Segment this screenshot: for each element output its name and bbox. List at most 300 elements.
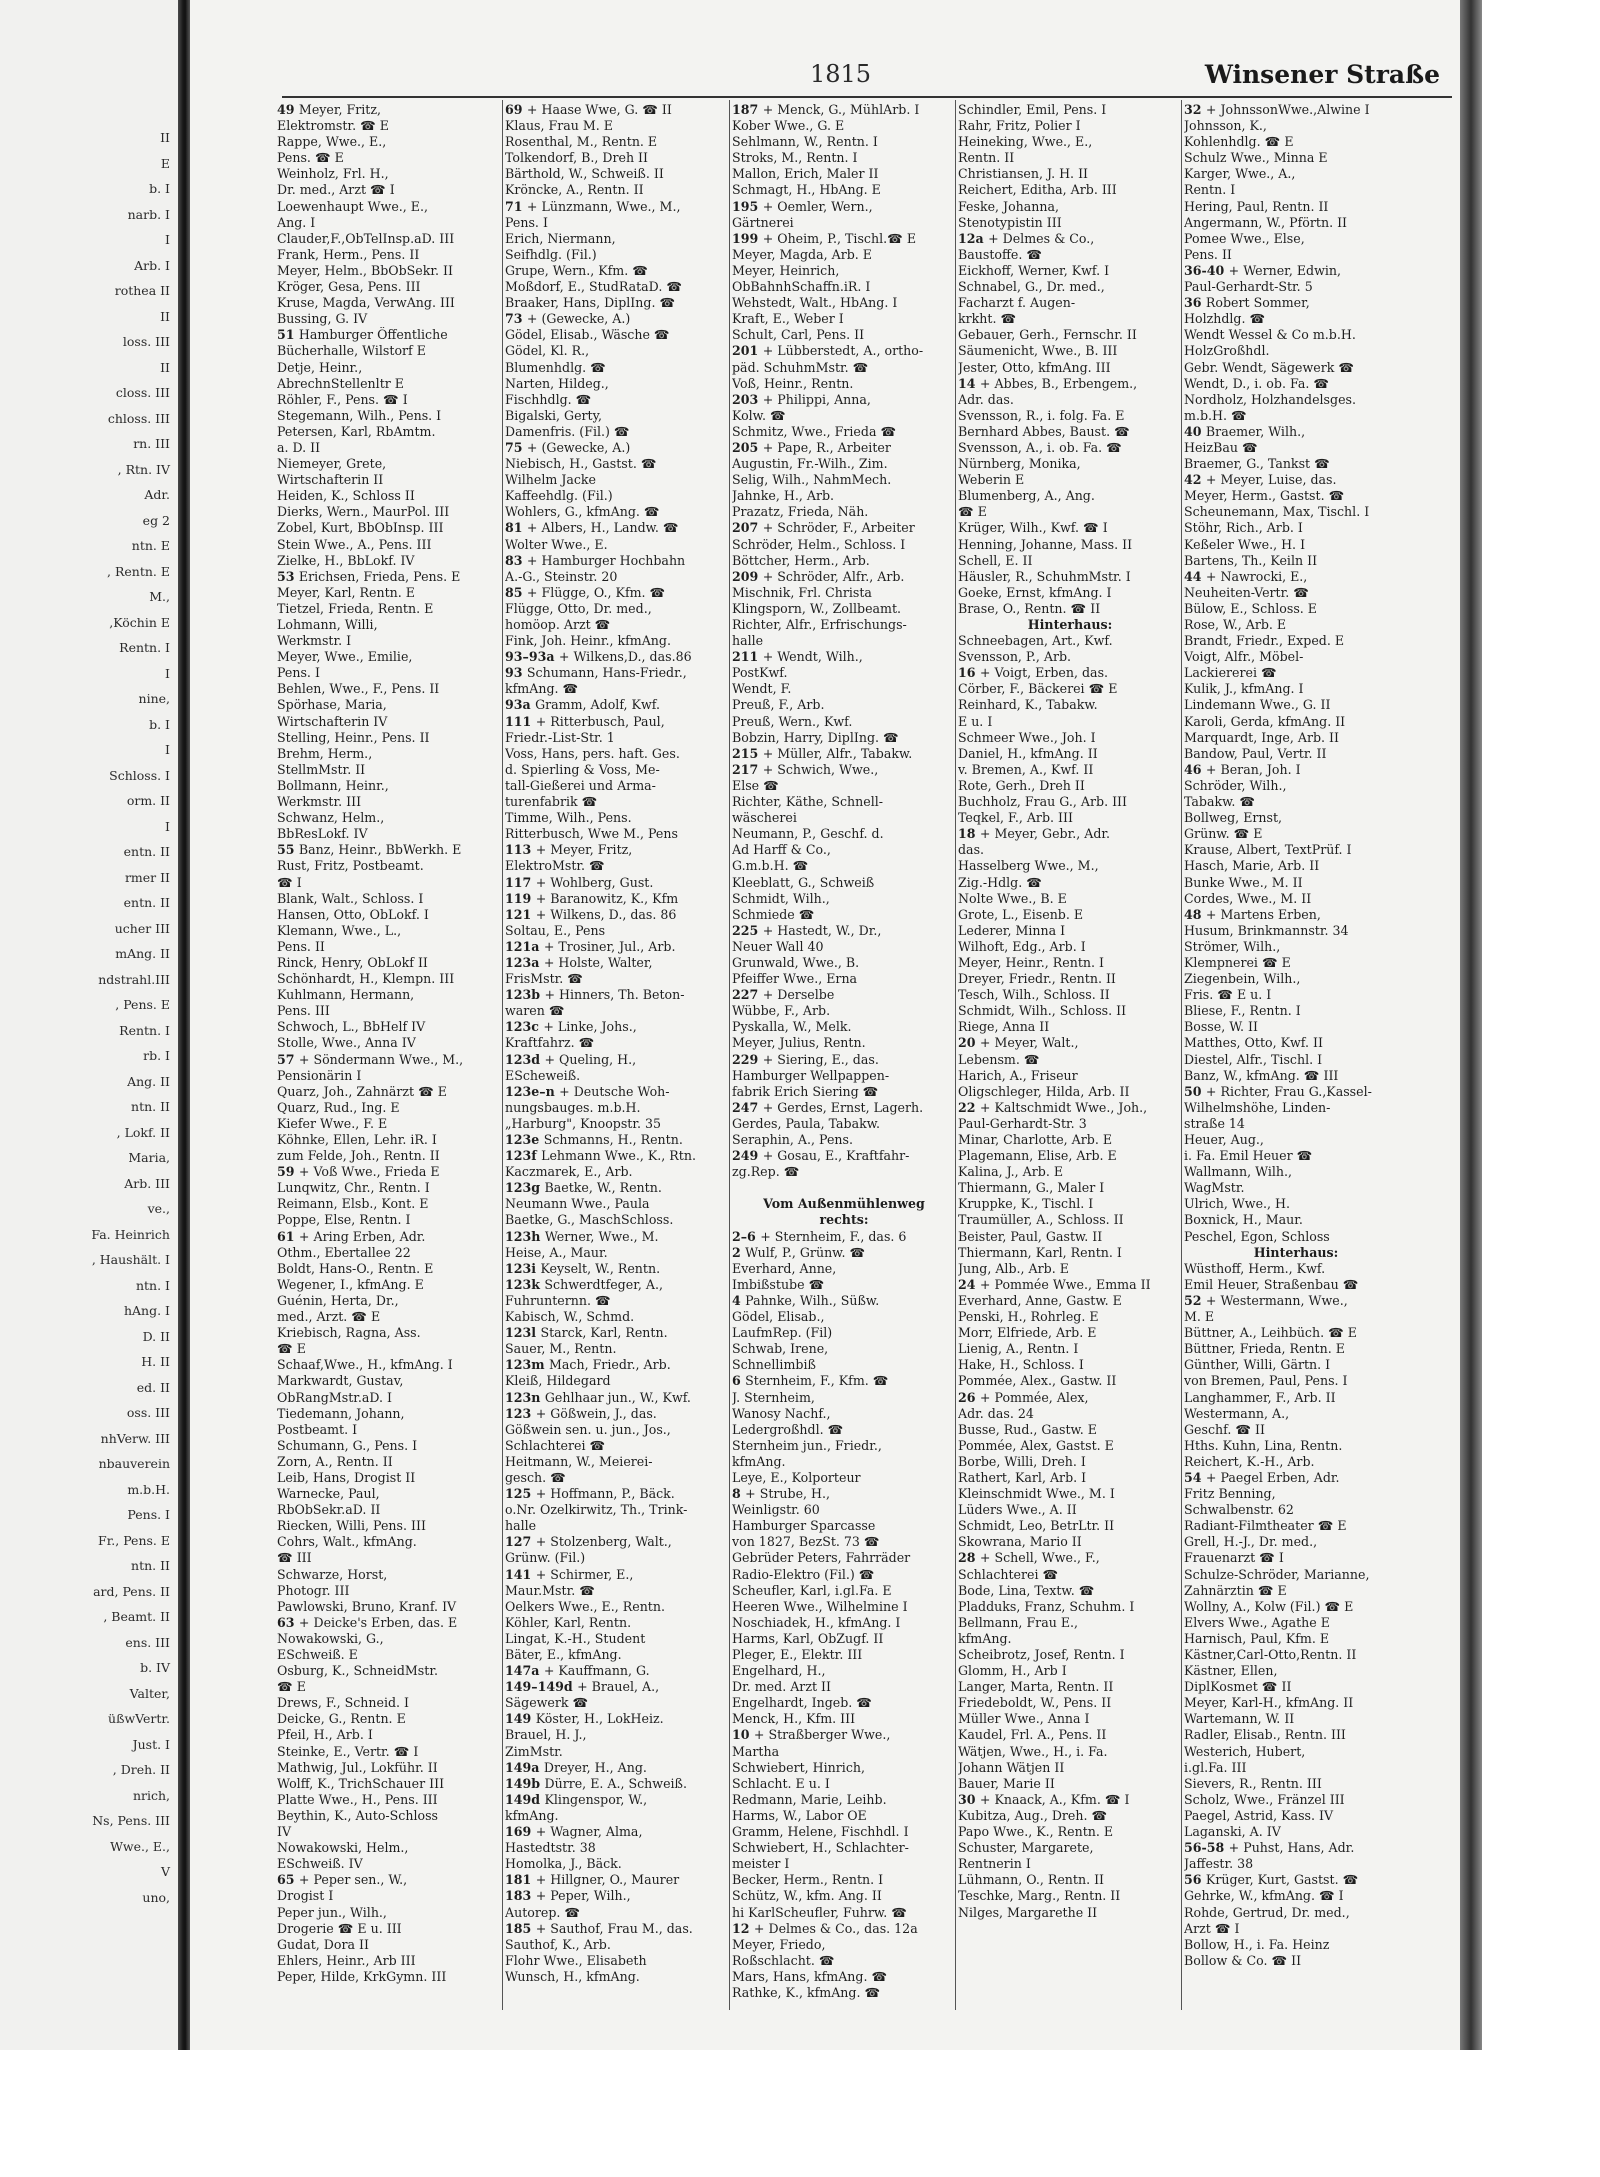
directory-entry: Klaus, Frau M. E	[505, 118, 614, 134]
directory-entry: Radler, Elisab., Rentn. III	[1184, 1727, 1346, 1743]
directory-entry: Weinholz, Frl. H.,	[277, 166, 389, 182]
directory-entry: Tiedemann, Johann,	[277, 1405, 405, 1421]
directory-entry: Voss, Hans, pers. haft. Ges.	[505, 745, 680, 761]
directory-entry: Nordholz, Holzhandelsges.	[1184, 391, 1356, 407]
directory-entry: Bernhard Abbes, Baust. ☎	[958, 423, 1130, 439]
directory-entry: Husum, Brinkmannstr. 34	[1184, 922, 1349, 938]
directory-entry: Tolkendorf, B., Dreh II	[505, 150, 649, 166]
directory-entry: Traumüller, A., Schloss. II	[958, 1212, 1124, 1228]
directory-entry: Feske, Johanna,	[958, 198, 1060, 214]
prev-page-line: nine,	[138, 691, 170, 706]
directory-entry: Blumenhdlg. ☎	[505, 359, 606, 375]
directory-entry: 185 + Sauthof, Frau M., das.	[505, 1920, 693, 1936]
directory-entry: Nolte Wwe., B. E	[958, 890, 1067, 906]
directory-entry: Wartemann, W. II	[1184, 1711, 1295, 1727]
directory-entry: Gößwein sen. u. jun., Jos.,	[505, 1421, 671, 1437]
directory-entry: 203 + Philippi, Anna,	[732, 391, 871, 407]
prev-page-line: üßwVertr.	[108, 1711, 170, 1726]
directory-entry: 52 + Westermann, Wwe.,	[1184, 1292, 1348, 1308]
directory-entry: 123i Keyselt, W., Rentn.	[505, 1260, 661, 1276]
directory-entry: Stein Wwe., A., Pens. III	[277, 536, 432, 552]
directory-entry: Harms, Karl, ObZugf. II	[732, 1630, 884, 1646]
directory-entry: Penski, H., Rohrleg. E	[958, 1309, 1099, 1325]
directory-entry: Schütz, W., kfm. Ang. II	[732, 1888, 882, 1904]
directory-entry: Bigalski, Gerty,	[505, 407, 603, 423]
directory-entry: Krause, Albert, TextPrüf. I	[1184, 842, 1352, 858]
directory-entry: Jaffestr. 38	[1184, 1856, 1254, 1872]
directory-entry: Banz, W., kfmAng. ☎ III	[1184, 1067, 1339, 1083]
directory-entry: Pens. I	[505, 214, 548, 230]
directory-entry: ESchweiß. IV	[277, 1856, 363, 1872]
directory-entry: Dreyer, Friedr., Rentn. II	[958, 971, 1116, 987]
directory-entry: Damenfris. (Fil.) ☎	[505, 423, 630, 439]
directory-entry: Kober Wwe., G. E	[732, 118, 845, 134]
directory-entry: 183 + Peper, Wilh.,	[505, 1888, 631, 1904]
directory-entry: Röhler, F., Pens. ☎ I	[277, 391, 408, 407]
directory-entry: Bellmann, Frau E.,	[958, 1614, 1079, 1630]
directory-entry: Pyskalla, W., Melk.	[732, 1019, 852, 1035]
directory-entry: Stolle, Wwe., Anna IV	[277, 1035, 416, 1051]
directory-entry: rechts:	[819, 1212, 869, 1228]
directory-entry: 12a + Delmes & Co.,	[958, 230, 1095, 246]
directory-entry: 36 Robert Sommer,	[1184, 295, 1310, 311]
prev-page-line: II	[160, 359, 170, 375]
prev-page-line: , Rtn. IV	[117, 461, 170, 477]
directory-entry: Schwab, Irene,	[732, 1341, 829, 1357]
prev-page-line: oss. III	[126, 1405, 170, 1420]
directory-entry: 48 + Martens Erben,	[1184, 906, 1321, 922]
directory-entry: Gebauer, Gerh., Fernschr. II	[958, 327, 1137, 343]
directory-entry: Neumann Wwe., Paula	[505, 1196, 650, 1212]
directory-entry: Engelhard, H.,	[732, 1663, 826, 1679]
directory-entry: Lohmann, Willi,	[277, 617, 378, 632]
prev-page-line: ntn. E	[131, 538, 170, 553]
directory-entry: Günther, Willi, Gärtn. I	[1184, 1357, 1331, 1373]
directory-entry: Meyer, Julius, Rentn.	[732, 1035, 866, 1051]
directory-entry: Wehstedt, Walt., HbAng. I	[732, 295, 898, 311]
directory-entry: Martha	[732, 1743, 780, 1759]
directory-entry: Kraftfahrz. ☎	[505, 1035, 595, 1051]
directory-entry: Rentn. I	[1184, 182, 1236, 198]
directory-entry: Roßschlacht. ☎	[732, 1952, 835, 1968]
directory-entry: Wilhoft, Edg., Arb. I	[958, 938, 1086, 954]
directory-entry: Bandow, Paul, Vertr. II	[1184, 745, 1327, 761]
directory-entry: Hasselberg Wwe., M.,	[958, 858, 1099, 874]
directory-entry: Bunke Wwe., M. II	[1184, 874, 1303, 890]
directory-entry: 28 + Schell, Wwe., F.,	[958, 1550, 1100, 1566]
prev-page-line: Adr.	[144, 487, 170, 502]
directory-entry: 59 + Voß Wwe., Frieda E	[277, 1164, 440, 1180]
prev-page-line: II	[160, 308, 170, 324]
directory-entry: Seifhdlg. (Fil.)	[505, 246, 597, 262]
directory-entry: 75 + (Gewecke, A.)	[505, 439, 631, 455]
directory-entry: Kuhlmann, Hermann,	[277, 987, 415, 1003]
directory-entry: 121 + Wilkens, D., das. 86	[505, 906, 677, 922]
directory-entry: Thiermann, G., Maler I	[958, 1180, 1105, 1196]
directory-entry: Kleeblatt, G., Schweiß	[732, 874, 875, 890]
directory-entry: Köhler, Karl, Rentn.	[505, 1614, 632, 1630]
directory-entry: Neuheiten-Vertr. ☎	[1184, 584, 1309, 600]
directory-entry: 207 + Schröder, F., Arbeiter	[732, 520, 915, 536]
directory-entry: Christiansen, J. H. II	[958, 166, 1089, 182]
directory-entry: Friedeboldt, W., Pens. II	[958, 1695, 1112, 1711]
directory-entry: Ulrich, Wwe., H.	[1184, 1196, 1291, 1212]
directory-entry: Niemeyer, Grete,	[277, 456, 387, 472]
directory-entry: Gerdes, Paula, Tabakw.	[732, 1115, 881, 1131]
directory-entry: Goeke, Ernst, kfmAng. I	[958, 584, 1112, 600]
directory-entry: 50 + Richter, Frau G.,Kassel-	[1184, 1083, 1372, 1099]
directory-entry: Heise, A., Maur.	[505, 1244, 608, 1260]
directory-entry: Maur.Mstr. ☎	[505, 1582, 595, 1598]
prev-page-line: eg 2	[142, 512, 170, 528]
directory-entry: gesch. ☎	[505, 1469, 566, 1485]
directory-entry: Gödel, Kl. R.,	[505, 343, 590, 359]
directory-entry: Wüsthoff, Herm., Kwf.	[1184, 1260, 1326, 1276]
directory-entry: 211 + Wendt, Wilh.,	[732, 649, 863, 665]
directory-entry: Langhammer, F., Arb. II	[1184, 1389, 1336, 1405]
directory-entry: Arzt ☎ I	[1184, 1920, 1240, 1936]
directory-entry: Grünw. ☎ E	[1184, 826, 1263, 842]
directory-entry: Pfeiffer Wwe., Erna	[732, 971, 858, 987]
directory-entry: kfmAng.	[732, 1453, 786, 1469]
directory-entry: Schmeer Wwe., Joh. I	[958, 729, 1096, 745]
directory-entry: Gramm, Helene, Fischhdl. I	[732, 1824, 909, 1840]
directory-entry: 249 + Gosau, E., Kraftfahr-	[732, 1148, 910, 1164]
directory-entry: o.Nr. Ozelkirwitz, Th., Trink-	[505, 1502, 688, 1518]
directory-entry: HeizBau ☎	[1184, 439, 1258, 455]
directory-entry: Pomee Wwe., Else,	[1184, 230, 1305, 246]
directory-entry: Moßdorf, E., StudRataD. ☎	[505, 279, 683, 295]
directory-entry: 123d + Queling, H.,	[505, 1051, 637, 1067]
directory-entry: Henning, Johanne, Mass. II	[958, 536, 1133, 552]
directory-entry: Gärtnerei	[732, 214, 794, 230]
directory-entry: 123f Lehmann Wwe., K., Rtn.	[505, 1148, 696, 1164]
directory-entry: Rosenthal, M., Rentn. E	[505, 134, 658, 150]
directory-entry: Eickhoff, Werner, Kwf. I	[958, 262, 1110, 278]
directory-entry: 56-58 + Puhst, Hans, Adr.	[1184, 1840, 1355, 1856]
directory-entry: Augustin, Fr.-Wilh., Zim.	[732, 456, 888, 472]
directory-entry: Tesch, Wilh., Schloss. II	[958, 987, 1110, 1003]
directory-entry: Wolff, K., TrichSchauer III	[277, 1775, 445, 1791]
directory-entry: Photogr. III	[277, 1582, 350, 1598]
directory-entry: Keßeler Wwe., H. I	[1184, 536, 1306, 552]
directory-entry: Schlachterei ☎	[958, 1566, 1059, 1582]
directory-entry: Schlacht. E u. I	[732, 1775, 830, 1791]
directory-entry: Glomm, H., Arb I	[958, 1663, 1067, 1679]
prev-page-line: ard, Pens. II	[93, 1583, 170, 1599]
directory-entry: Teqkel, F., Arb. III	[958, 810, 1073, 826]
directory-entry: Oelkers Wwe., E., Rentn.	[505, 1598, 665, 1614]
directory-entry: Schwanz, Helm.,	[277, 810, 385, 826]
directory-entry: Zielke, H., BbLokf. IV	[277, 552, 415, 568]
directory-entry: Richter, Käthe, Schnell-	[732, 794, 884, 810]
directory-entry: Schnellimbiß	[732, 1357, 816, 1373]
directory-entry: 85 + Flügge, O., Kfm. ☎	[505, 584, 666, 600]
directory-entry: 30 + Knaack, A., Kfm. ☎ I	[958, 1791, 1130, 1807]
prev-page-line: ens. III	[125, 1634, 170, 1650]
prev-page-line: mAng. II	[115, 946, 170, 961]
directory-entry: Bussing, G. IV	[277, 311, 368, 327]
directory-entry: Holzhdlg. ☎	[1184, 311, 1266, 327]
directory-entry: 123a + Holste, Walter,	[505, 954, 653, 970]
directory-entry: Flohr Wwe., Elisabeth	[505, 1952, 647, 1968]
directory-entry: Niebisch, H., Gastst. ☎	[505, 456, 657, 472]
directory-entry: Thiermann, Karl, Rentn. I	[958, 1244, 1122, 1260]
directory-entry: krkht. ☎	[958, 311, 1017, 327]
directory-entry: 123c + Linke, Johs.,	[505, 1019, 637, 1035]
directory-entry: Bücherhalle, Wilstorf E	[277, 343, 426, 359]
directory-entry: Gehrke, W., kfmAng. ☎ I	[1184, 1888, 1344, 1904]
directory-entry: Schulz Wwe., Minna E	[1184, 150, 1328, 166]
directory-entry: Häusler, R., SchuhmMstr. I	[958, 568, 1131, 584]
directory-entry: Wollny, A., Kolw (Fil.) ☎ E	[1184, 1598, 1354, 1614]
directory-entry: Quarz, Joh., Zahnärzt ☎ E	[277, 1083, 447, 1099]
directory-entry: Leib, Hans, Drogist II	[277, 1469, 416, 1485]
directory-entry: Pens. II	[277, 938, 325, 954]
directory-entry: LaufmRep. (Fil)	[732, 1325, 833, 1341]
column-5	[1184, 102, 1408, 1969]
prev-page-line: Arb. III	[124, 1175, 170, 1191]
directory-entry: Hering, Paul, Rentn. II	[1184, 198, 1329, 214]
directory-entry: Mallon, Erich, Maler II	[732, 166, 879, 182]
directory-entry: Kabisch, W., Schmd.	[505, 1309, 635, 1325]
directory-entry: Meyer, Wwe., Emilie,	[277, 649, 413, 665]
prev-page-line: Just. I	[132, 1736, 170, 1752]
prev-page-line: rn. III	[133, 436, 170, 451]
directory-entry: Cordes, Wwe., M. II	[1184, 890, 1312, 906]
directory-entry: Westerich, Hubert,	[1184, 1743, 1306, 1759]
directory-entry: Kriebisch, Ragna, Ass.	[277, 1325, 421, 1341]
directory-entry: Büttner, Frieda, Rentn. E	[1184, 1341, 1345, 1357]
directory-entry: Meyer, Heinr., Rentn. I	[958, 954, 1104, 970]
directory-entry: Elektromstr. ☎ E	[277, 118, 389, 134]
directory-entry: m.b.H. ☎	[1184, 407, 1247, 423]
prev-page-line: nrich,	[132, 1787, 170, 1803]
column-2	[505, 102, 729, 1985]
directory-entry: halle	[732, 633, 764, 649]
directory-entry: homöop. Arzt ☎	[505, 617, 611, 632]
directory-entry: zum Felde, Joh., Rentn. II	[277, 1148, 440, 1164]
directory-entry: Nowakowski, Helm.,	[277, 1840, 409, 1856]
directory-entry: 147a + Kauffmann, G.	[505, 1663, 650, 1679]
prev-page-line: entn. II	[123, 844, 170, 859]
directory-entry: Drews, F., Schneid. I	[277, 1695, 410, 1711]
directory-entry: Wilhelmshöhe, Linden-	[1184, 1099, 1331, 1115]
directory-entry: Wanosy Nachf.,	[732, 1405, 831, 1421]
directory-entry: Spörhase, Maria,	[277, 697, 387, 713]
directory-entry: Stegemann, Wilh., Pens. I	[277, 407, 442, 423]
prev-page-line: Fr., Pens. E	[98, 1532, 170, 1548]
directory-entry: 205 + Pape, R., Arbeiter	[732, 439, 891, 455]
directory-entry: Pens. II	[1184, 246, 1232, 262]
directory-entry: J. Sternheim,	[732, 1389, 815, 1405]
directory-entry: 123n Gehlhaar jun., W., Kwf.	[505, 1389, 691, 1405]
directory-entry: Ad Harff & Co.,	[732, 842, 831, 858]
directory-entry: Mars, Hans, kfmAng. ☎	[732, 1968, 888, 1984]
prev-page-line: uno,	[142, 1889, 170, 1905]
directory-entry: Krüger, Wilh., Kwf. ☎ I	[958, 520, 1108, 536]
directory-entry: 195 + Oemler, Wern.,	[732, 198, 873, 214]
directory-entry: Pens. ☎ E	[277, 150, 344, 166]
directory-entry: 123k Schwerdtfeger, A.,	[505, 1276, 663, 1292]
directory-entry: Morr, Elfriede, Arb. E	[958, 1325, 1097, 1341]
directory-entry: Svensson, P., Arb.	[958, 649, 1072, 665]
directory-entry: Zobel, Kurt, BbObInsp. III	[277, 520, 444, 536]
directory-entry: Peschel, Egon, Schloss	[1184, 1228, 1330, 1244]
directory-entry: Wunsch, H., kfmAng.	[505, 1968, 640, 1984]
directory-entry: Daniel, H., kfmAng. II	[958, 745, 1098, 761]
directory-entry: 69 + Haase Wwe, G. ☎ II	[505, 102, 672, 117]
directory-entry: Plagemann, Elise, Arb. E	[958, 1148, 1117, 1164]
directory-entry: 141 + Schirmer, E.,	[505, 1566, 634, 1582]
directory-entry: 24 + Pommée Wwe., Emma II	[958, 1276, 1151, 1292]
directory-entry: Pommée, Alex., Gastw. II	[958, 1373, 1117, 1389]
directory-entry: Laganski, A. IV	[1184, 1824, 1281, 1840]
directory-entry: 54 + Paegel Erben, Adr.	[1184, 1469, 1340, 1485]
directory-entry: 56 Krüger, Kurt, Gastst. ☎	[1184, 1872, 1359, 1888]
directory-entry: Othm., Ebertallee 22	[277, 1244, 411, 1260]
directory-entry: Meyer, Magda, Arb. E	[732, 246, 872, 262]
directory-entry: Bollmann, Heinr.,	[277, 777, 389, 793]
directory-entry: Clauder,F.,ObTelInsp.aD. III	[277, 230, 455, 246]
street-title: Winsener Straße	[1204, 60, 1440, 89]
directory-entry: Tabakw. ☎	[1184, 794, 1256, 810]
directory-entry: Grupe, Wern., Kfm. ☎	[505, 262, 648, 278]
prev-page-line: rb. I	[143, 1048, 170, 1063]
directory-entry: Gebrüder Peters, Fahrräder	[732, 1550, 911, 1566]
directory-entry: Reinhard, K., Tabakw.	[958, 697, 1098, 713]
prev-page-line: , Rentn. E	[107, 563, 170, 579]
directory-entry: Weinligstr. 60	[732, 1502, 820, 1518]
directory-entry: Pleger, E., Elektr. III	[732, 1647, 863, 1662]
directory-entry: Karger, Wwe., A.,	[1184, 166, 1296, 182]
directory-entry: Scheufler, Karl, i.gl.Fa. E	[732, 1582, 892, 1598]
prev-page-line: ntn. II	[131, 1099, 170, 1114]
directory-entry: Gudat, Dora II	[277, 1936, 369, 1952]
directory-entry: Müller Wwe., Anna I	[958, 1711, 1090, 1727]
directory-entry: Paul-Gerhardt-Str. 3	[958, 1115, 1087, 1131]
directory-entry: Schönhardt, H., Klempn. III	[277, 971, 455, 987]
directory-entry: Stroks, M., Rentn. I	[732, 150, 858, 166]
directory-entry: Sauthof, K., Arb.	[505, 1936, 611, 1952]
directory-entry: Borbe, Willi, Dreh. I	[958, 1453, 1086, 1469]
directory-entry: Schwoch, L., BbHelf IV	[277, 1019, 426, 1035]
directory-entry: Fuhrunternn. ☎	[505, 1292, 611, 1308]
directory-entry: Mischnik, Frl. Christa	[732, 584, 872, 600]
page-number: 1815	[810, 60, 872, 88]
directory-entry: 93 Schumann, Hans-Friedr.,	[505, 665, 687, 681]
directory-entry: Weberin E	[958, 472, 1025, 488]
directory-entry: Schmidt, Leo, BetrLtr. II	[958, 1518, 1115, 1534]
directory-entry: Oligschleger, Hilda, Arb. II	[958, 1083, 1130, 1099]
directory-entry: 225 + Hastedt, W., Dr.,	[732, 922, 882, 938]
directory-entry: straße 14	[1184, 1115, 1245, 1131]
prev-page-line: Rentn. I	[119, 640, 170, 655]
prev-page-line: loss. III	[122, 334, 170, 349]
directory-entry: hi KarlScheufler, Fuhrw. ☎	[732, 1904, 907, 1920]
directory-entry: 121a + Trosiner, Jul., Arb.	[505, 938, 676, 954]
directory-entry: Wolter Wwe., E.	[505, 536, 608, 552]
directory-entry: wäscherei	[732, 810, 797, 826]
directory-entry: Scheibrotz, Josef, Rentn. I	[958, 1647, 1125, 1662]
directory-entry: Preuß, F., Arb.	[732, 697, 825, 713]
directory-entry: Riege, Anna II	[958, 1019, 1050, 1035]
directory-entry: 119 + Baranowitz, K., Kfm	[505, 890, 679, 906]
directory-entry: EScheweiß.	[505, 1067, 581, 1083]
directory-entry: Osburg, K., SchneidMstr.	[277, 1663, 438, 1679]
directory-entry: Heiden, K., Schloss II	[277, 488, 415, 504]
directory-entry: Wätjen, Wwe., H., i. Fa.	[958, 1743, 1108, 1759]
directory-entry: Nowakowski, G.,	[277, 1630, 384, 1646]
directory-entry: Jester, Otto, kfmAng. III	[958, 359, 1111, 375]
directory-entry: Svensson, A., i. ob. Fa. ☎	[958, 439, 1122, 455]
prev-page-line: H. II	[141, 1354, 170, 1369]
directory-entry: Petersen, Karl, RbAmtm.	[277, 423, 436, 439]
directory-entry: Meyer, Herm., Gastst. ☎	[1184, 488, 1345, 504]
directory-entry: Kleiß, Hildegard	[505, 1373, 611, 1389]
directory-entry: Narten, Hildeg.,	[505, 375, 609, 391]
directory-entry: Jung, Alb., Arb. E	[958, 1260, 1069, 1276]
directory-entry: Ziegenbein, Wilh.,	[1184, 971, 1301, 987]
directory-entry: 40 Braemer, Wilh.,	[1184, 423, 1306, 439]
directory-entry: Hastedtstr. 38	[505, 1840, 596, 1856]
directory-entry: 127 + Stolzenberg, Walt.,	[505, 1534, 672, 1550]
directory-entry: Lühmann, O., Rentn. II	[958, 1872, 1105, 1888]
directory-entry: Wirtschafterin II	[277, 472, 384, 488]
directory-entry: Facharzt f. Augen-	[958, 295, 1076, 311]
directory-entry: Gödel, Elisab., Wäsche ☎	[505, 327, 670, 343]
directory-entry: i. Fa. Emil Heuer ☎	[1184, 1148, 1313, 1164]
directory-entry: 65 + Peper sen., W.,	[277, 1872, 408, 1888]
directory-entry: ☎ E	[958, 504, 987, 520]
directory-entry: Büttner, A., Leihbüch. ☎ E	[1184, 1325, 1357, 1341]
directory-entry: Postbeamt. I	[277, 1421, 358, 1437]
directory-entry: Braemer, G., Tankst ☎	[1184, 456, 1330, 472]
prev-page-line: I	[165, 742, 170, 757]
prev-page-line: Valter,	[129, 1685, 170, 1701]
directory-entry: Autorep. ☎	[505, 1904, 581, 1920]
directory-entry: 10 + Straßberger Wwe.,	[732, 1727, 891, 1743]
directory-entry: Lackiererei ☎	[1184, 665, 1277, 681]
directory-entry: G.m.b.H. ☎	[732, 858, 809, 874]
directory-entry: Johann Wätjen II	[958, 1759, 1065, 1775]
directory-entry: Elvers Wwe., Agathe E	[1184, 1614, 1330, 1630]
directory-entry: Kubitza, Aug., Dreh. ☎	[958, 1807, 1108, 1823]
directory-entry: Brehm, Herm.,	[277, 745, 373, 761]
directory-entry: Soltau, E., Pens	[505, 922, 606, 938]
directory-entry: Brauel, H. J.,	[505, 1727, 587, 1743]
prev-page-line: I	[165, 818, 170, 834]
directory-entry: Tietzel, Frieda, Rentn. E	[277, 600, 434, 616]
directory-entry: Menck, H., Kfm. III	[732, 1711, 856, 1727]
directory-entry: 209 + Schröder, Alfr., Arb.	[732, 568, 905, 584]
directory-entry: Reimann, Elsb., Kont. E	[277, 1196, 429, 1212]
directory-entry: Schmidt, Wilh.,	[732, 890, 830, 906]
directory-entry: v. Bremen, A., Kwf. II	[958, 761, 1094, 777]
prev-page-line: m.b.H.	[127, 1481, 170, 1497]
directory-entry: Wegener, I., kfmAng. E	[277, 1276, 424, 1292]
directory-entry: Fink, Joh. Heinr., kfmAng.	[505, 633, 671, 649]
directory-entry: 187 + Menck, G., MühlArb. I	[732, 102, 920, 117]
directory-entry: Emil Heuer, Straßenbau ☎	[1184, 1276, 1359, 1292]
directory-entry: Kästner,Carl-Otto,Rentn. II	[1184, 1647, 1357, 1662]
directory-entry: Noschiadek, H., kfmAng. I	[732, 1614, 901, 1630]
directory-entry: Hinterhaus:	[1027, 617, 1113, 632]
directory-entry: Hake, H., Schloss. I	[958, 1357, 1084, 1373]
prev-page-line: V	[160, 1864, 170, 1879]
directory-entry: Lebensm. ☎	[958, 1051, 1040, 1067]
directory-entry: Bülow, E., Schloss. E	[1184, 600, 1317, 616]
